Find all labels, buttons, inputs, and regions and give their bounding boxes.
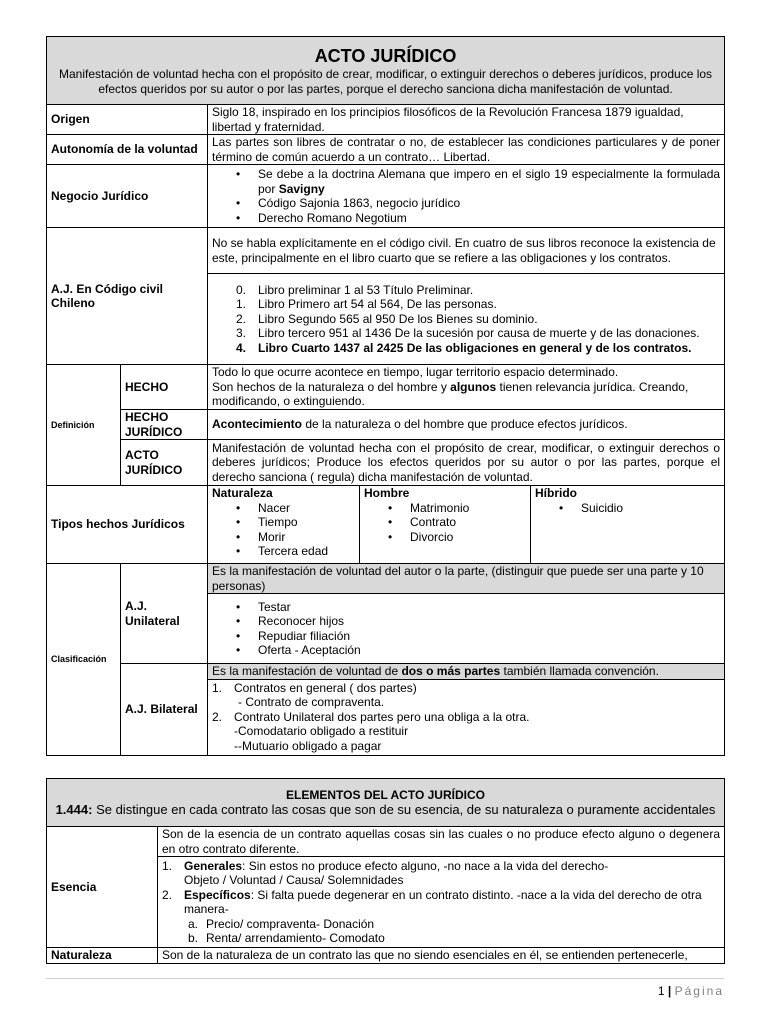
tipos-hibrido-head: Híbrido: [535, 486, 577, 500]
tipos-naturaleza-list: [212, 501, 355, 559]
page-number: [658, 984, 724, 998]
page-separator: |: [667, 984, 672, 998]
elementos-table: [46, 778, 725, 964]
page-title: ACTO JURÍDICO: [314, 46, 457, 66]
codigo-label: A.J. En Código civil Chileno: [47, 228, 208, 365]
list-item: 0. Libro preliminar 1 al 53 Título Preliminar.: [236, 282, 474, 297]
list-item: --Mutuario obligado a pagar: [234, 738, 382, 753]
naturaleza-text: Son de la naturaleza de un contrato las que no siendo esenciales en él, se entienden pertenecerle,: [158, 948, 725, 964]
naturaleza-label: Naturaleza: [47, 948, 158, 964]
bilateral-label: A.J. Bilateral: [121, 664, 208, 756]
hecho-juridico-label: HECHO JURÍDICO: [121, 410, 208, 440]
page-word: Página: [674, 984, 724, 998]
hecho-label: HECHO: [121, 365, 208, 410]
negocio-list: [212, 167, 720, 225]
list-item: 1. Contratos en general ( dos partes): [212, 680, 417, 695]
list-item: a. Precio/ compraventa- Donación: [188, 916, 375, 931]
unilateral-list: [212, 600, 720, 658]
origen-text: Siglo 18, inspirado en los principios filosóficos de la Revolución Francesa 1879 igualdad, libertad y fraternidad.: [208, 105, 725, 135]
esencia-list-cell: [158, 857, 725, 948]
tipos-hombre-cell: [360, 486, 531, 564]
tipos-label: Tipos hechos Jurídicos: [47, 486, 208, 564]
unilateral-header: Es la manifestación de voluntad del autor o la parte, (distinguir que puede ser una parte y 10 personas): [208, 564, 725, 594]
list-item: b. Renta/ arrendamiento- Comodato: [188, 931, 385, 945]
elementos-article: 1.444: Se distingue en cada contrato las cosas que son de su esencia, de su naturaleza o puramente accidentales: [55, 801, 716, 817]
autonomia-text: Las partes son libres de contratar o no, de establecer las condiciones particulares y de poner término de común acuerdo a un contrato… Libertad.: [208, 135, 725, 165]
clasificacion-label: Clasificación: [47, 564, 121, 756]
tipos-hombre-list: [364, 501, 526, 545]
origen-label: Origen: [47, 105, 208, 135]
list-item: 2. Libro Segundo 565 al 950 De los Bienes su dominio.: [236, 311, 538, 326]
list-item: 2. Específicos: Si falta puede degenerar en un contrato distinto. -nace a la vida del derecho de otra manera-: [162, 887, 702, 916]
list-item: • Reconocer hijos: [212, 614, 720, 629]
list-item: • Matrimonio: [364, 501, 526, 516]
codigo-text: No se habla explícitamente en el código civil. En cuatro de sus libros reconoce la existencia de este, principalmente en el libro cuarto que se refiere a las obligaciones y los contratos.: [208, 228, 725, 274]
list-item: 1. Libro Primero art 54 al 564, De las personas.: [236, 297, 497, 312]
list-item: - Contrato de compraventa.: [238, 695, 385, 710]
acto-juridico-intro: Manifestación de voluntad hecha con el propósito de crear, modificar, o extinguir derechos o deberes jurídicos, produce los efectos queridos por su autor o por las partes, porque el derecho sanciona dicha manifestación de voluntad.: [59, 67, 713, 96]
list-item: 4. Libro Cuarto 1437 al 2425 De las obligaciones en general y de los contratos.: [236, 340, 692, 355]
list-item: -Comodatario obligado a restituir: [234, 724, 409, 739]
list-item: • Código Sajonia 1863, negocio jurídico: [212, 196, 720, 211]
page-number-value: 1: [657, 984, 665, 998]
hecho-text: Todo lo que ocurre acontece en tiempo, lugar territorio espacio determinado. Son hechos de la naturaleza o del hombre y algunos tienen relevancia jurídica. Creando, modificando, o extinguiendo.: [208, 365, 725, 410]
list-item: • Suicidio: [535, 501, 720, 516]
list-item: • Testar: [212, 600, 720, 615]
esencia-label: Esencia: [47, 827, 158, 948]
esencia-definition: Son de la esencia de un contrato aquellas cosas sin las cuales o no produce efecto alguno o degenera en otro contrato diferente.: [158, 827, 725, 857]
list-item: 3. Libro tercero 951 al 1436 De la sucesión por causa de muerte y de las donaciones.: [236, 326, 700, 341]
list-item: • Morir: [212, 530, 355, 545]
list-item: • Nacer: [212, 501, 355, 516]
autonomia-label: Autonomía de la voluntad: [47, 135, 208, 165]
definicion-label: Definición: [47, 365, 121, 486]
codigo-books-list: [212, 283, 720, 356]
tipos-hombre-head: Hombre: [364, 486, 410, 500]
list-item: • Se debe a la doctrina Alemana que impero en el siglo 19 especialmente la formulada por Savigny: [212, 167, 720, 196]
tipos-hibrido-list: [535, 501, 720, 516]
list-item: • Divorcio: [364, 530, 526, 545]
list-item: • Contrato: [364, 515, 526, 530]
negocio-list-cell: [208, 165, 725, 228]
list-item: Objeto / Voluntad / Causa/ Solemnidades: [184, 873, 404, 887]
list-item: • Tercera edad: [212, 544, 355, 559]
hecho-juridico-text: Acontecimiento de la naturaleza o del hombre que produce efectos jurídicos.: [208, 410, 725, 440]
list-item: 1. Generales: Sin estos no produce efecto alguno, -no nace a la vida del derecho-: [162, 858, 609, 873]
list-item: • Repudiar filiación: [212, 629, 720, 644]
unilateral-label: A.J. Unilateral: [121, 564, 208, 664]
footer-rule: [46, 978, 724, 979]
tipos-hibrido-cell: [531, 486, 725, 564]
acto-juridico-text: Manifestación de voluntad hecha con el propósito de crear, modificar, o extinguir derechos o deberes jurídicos; Produce los efectos queridos por su autor o por las partes, porque el derecho sanciona ( regula) dicha manifestación de voluntad.: [208, 440, 725, 486]
unilateral-list-cell: [208, 594, 725, 664]
acto-juridico-table: [46, 36, 725, 756]
elementos-header: [47, 779, 725, 827]
negocio-label: Negocio Jurídico: [47, 165, 208, 228]
bilateral-header: Es la manifestación de voluntad de dos o más partes también llamada convención.: [208, 664, 725, 680]
list-item: 2. Contrato Unilateral dos partes pero una obliga a la otra.: [212, 709, 530, 724]
elementos-title: ELEMENTOS DEL ACTO JURÍDICO: [286, 788, 485, 802]
tipos-naturaleza-cell: [208, 486, 360, 564]
list-item: • Derecho Romano Negotium: [212, 211, 720, 226]
codigo-books-cell: [208, 274, 725, 365]
list-item: • Tiempo: [212, 515, 355, 530]
acto-juridico-header: [47, 37, 725, 105]
tipos-naturaleza-head: Naturaleza: [212, 486, 273, 500]
acto-juridico-label: ACTO JURÍDICO: [121, 440, 208, 486]
bilateral-list-cell: [208, 679, 725, 755]
list-item: • Oferta - Aceptación: [212, 643, 720, 658]
